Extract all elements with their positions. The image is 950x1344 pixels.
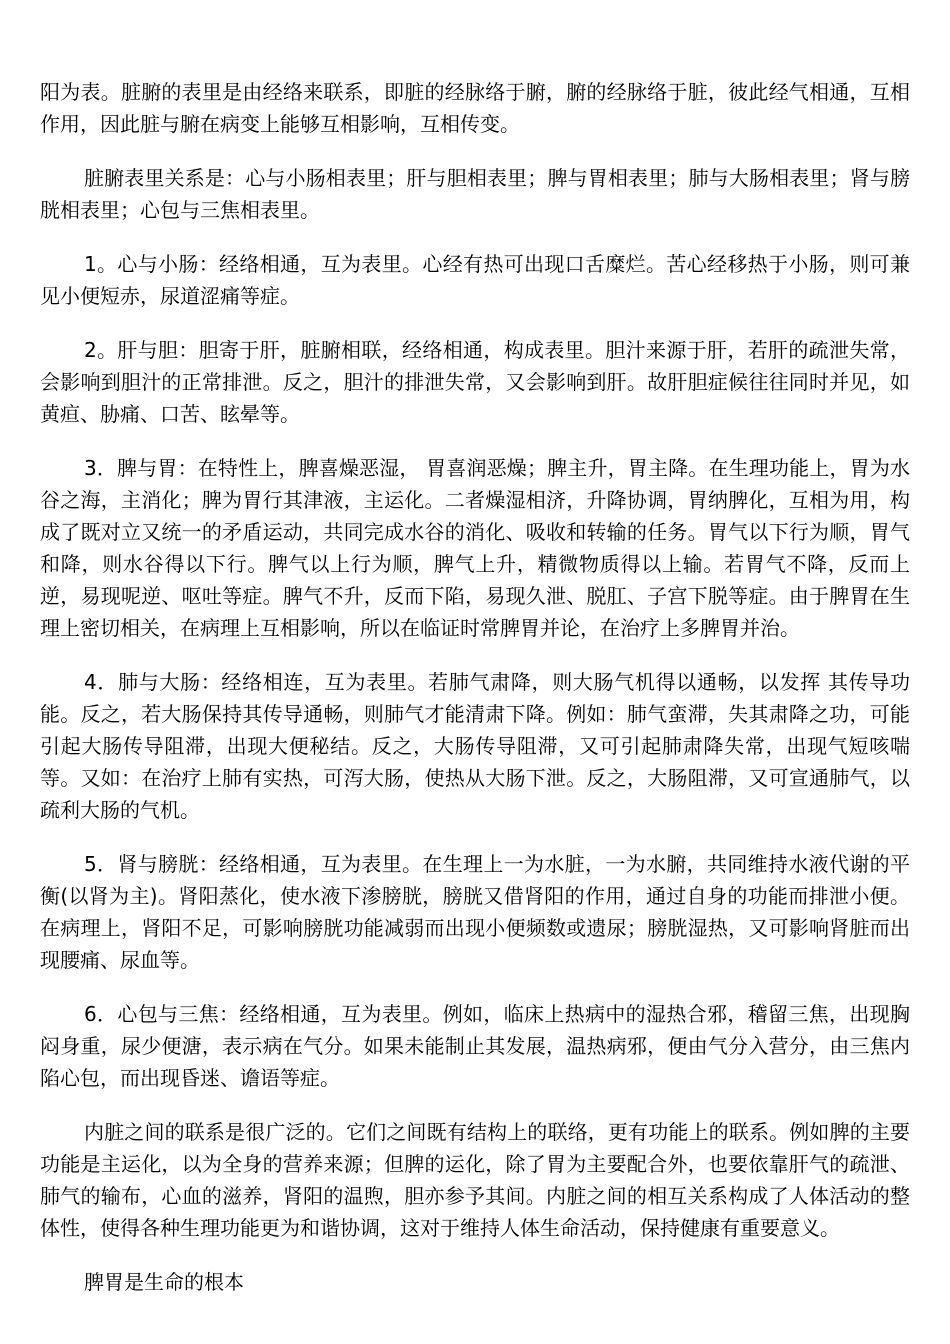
paragraph-kidney-bladder: 5．肾与膀胱：经络相通，互为表里。在生理上一为水脏，一为水腑，共同维持水液代谢的平衡(以肾为主)。肾阳蒸化，使水液下渗膀胱，膀胱又借肾阳的作用，通过自身的功能而排泄小便。在病理上，肾阳不足，可影响膀胱功能减弱而出现小便频数或遗尿；膀胱湿热，又可影响肾脏而出现腰痛、尿血等。 xyxy=(40,852,910,972)
paragraph-continuation: 阳为表。脏腑的表里是由经络来联系，即脏的经脉络于腑，腑的经脉络于脏，彼此经气相通，互相作用，因此脏与腑在病变上能够互相影响，互相传变。 xyxy=(40,80,910,136)
paragraph-organ-relations: 内脏之间的联系是很广泛的。它们之间既有结构上的联络，更有功能上的联系。例如脾的主要功能是主运化，以为全身的营养来源；但脾的运化，除了胃为主要配合外，也要依靠肝气的疏泄、肺气的输布，心血的滋养，肾阳的温煦，胆亦参予其间。内脏之间的相互关系构成了人体活动的整体性，使得各种生理功能更为和谐协调，这对于维持人体生命活动，保持健康有重要意义。 xyxy=(40,1120,910,1240)
paragraph-summary: 脏腑表里关系是：心与小肠相表里；肝与胆相表里；脾与胃相表里；肺与大肠相表里；肾与膀胱相表里；心包与三焦相表里。 xyxy=(40,166,910,222)
paragraph-pericardium-sanjiao: 6．心包与三焦：经络相通，互为表里。例如，临床上热病中的湿热合邪，稽留三焦，出现胸闷身重，尿少便溏，表示病在气分。如果未能制止其发展，温热病邪，便由气分入营分，由三焦内陷心包，而出现昏迷、谵语等症。 xyxy=(40,1002,910,1090)
paragraph-liver-gallbladder: 2。肝与胆：胆寄于肝，脏腑相联，经络相通，构成表里。胆汁来源于肝，若肝的疏泄失常，会影响到胆汁的正常排泄。反之，胆汁的排泄失常，又会影响到肝。故肝胆症候往往同时并见，如黄疸、胁痛、口苦、眩晕等。 xyxy=(40,338,910,426)
paragraph-lung-large-intestine: 4．肺与大肠：经络相连，互为表里。若肺气肃降，则大肠气机得以通畅，以发挥 其传导功能。反之，若大肠保持其传导通畅，则肺气才能清肃下降。例如：肺气蛮滞，失其肃降之功，可能引起大肠传导阻滞，出现大便秘结。反之，大肠传导阻滞，又可引起肺肃降失常，出现气短咳喘等。又如：在治疗上肺有实热，可泻大肠，使热从大肠下泄。反之，大肠阻滞，又可宣通肺气，以疏利大肠的气机。 xyxy=(40,670,910,822)
paragraph-heart-small-intestine: 1。心与小肠：经络相通，互为表里。心经有热可出现口舌糜烂。苦心经移热于小肠，则可兼见小便短赤，尿道涩痛等症。 xyxy=(40,252,910,308)
paragraph-heading-spleen-stomach: 脾胃是生命的根本 xyxy=(84,1270,244,1294)
document-page xyxy=(40,76,910,1320)
paragraph-spleen-stomach: 3．脾与胃：在特性上，脾喜燥恶湿， 胃喜润恶燥；脾主升，胃主降。在生理功能上，胃为水谷之海，主消化；脾为胃行其津液，主运化。二者燥湿相济，升降协调，胃纳脾化，互相为用，构成了既对立又统一的矛盾运动，共同完成水谷的消化、吸收和转输的任务。胃气以下行为顺，胃气和降，则水谷得以下行。脾气以上行为顺，脾气上升，精微物质得以上输。若胃气不降，反而上逆，易现呢逆、呕吐等症。脾气不升，反而下陷，易现久泄、脱肛、子宫下脱等症。由于脾胃在生理上密切相关，在病理上互相影响，所以在临证时常脾胃并论，在治疗上多脾胃并治。 xyxy=(40,456,910,640)
